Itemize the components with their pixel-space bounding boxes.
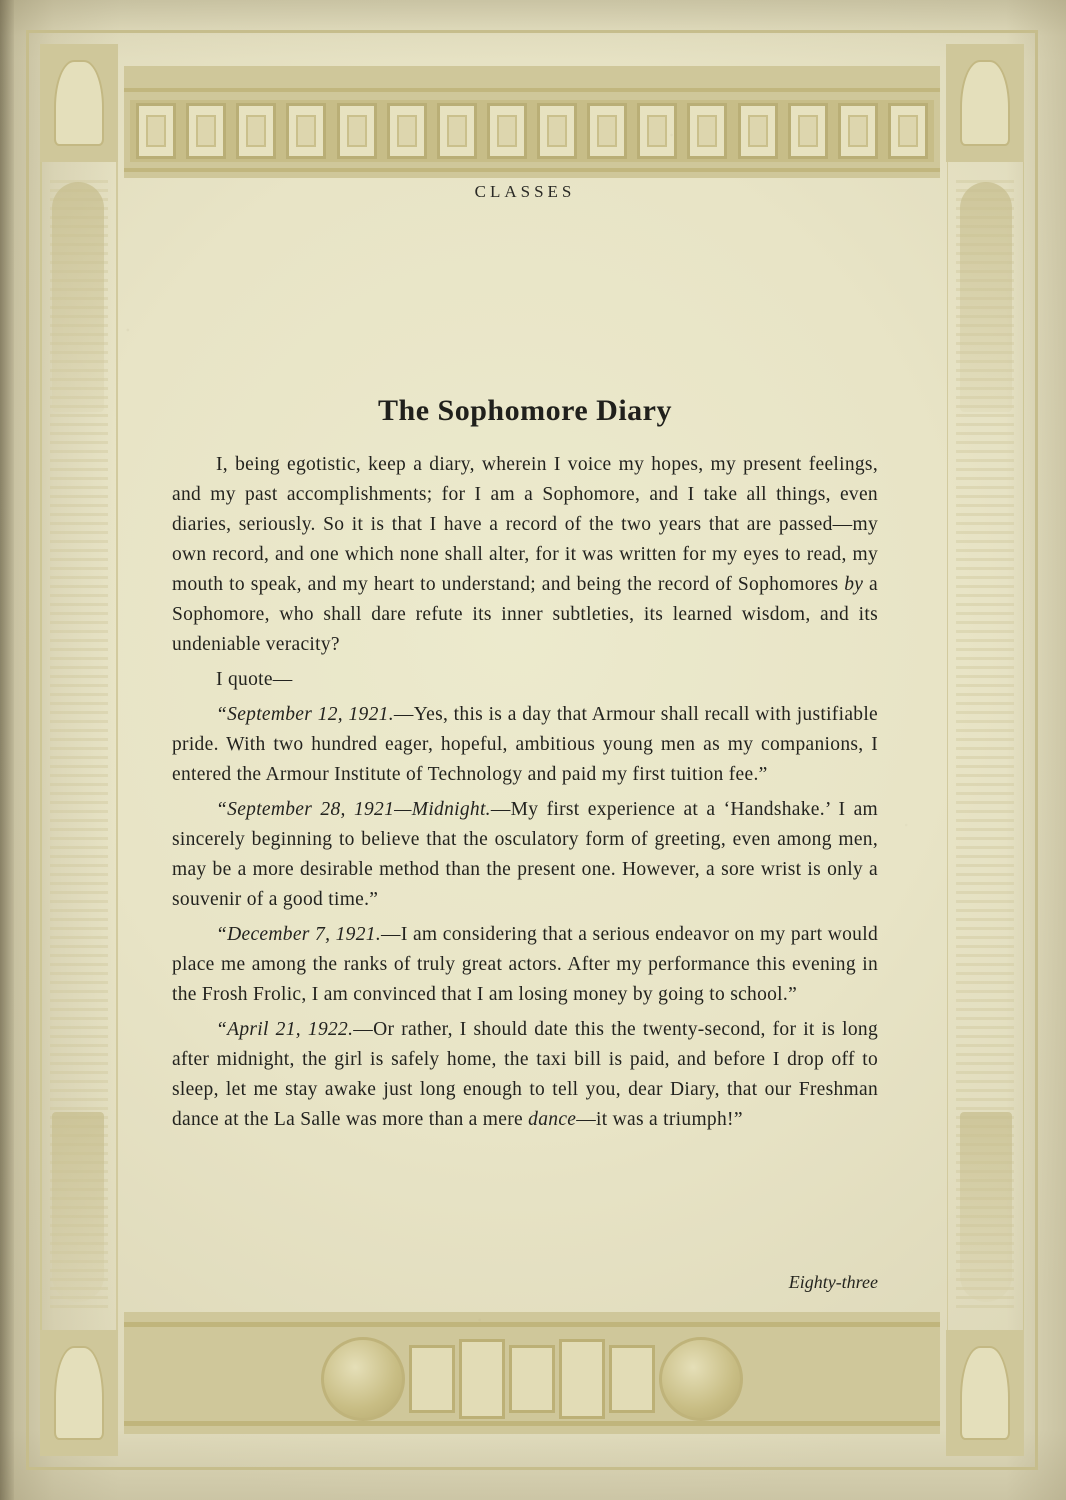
- diary-entry-dateline: “April 21, 1922.: [216, 1019, 354, 1040]
- running-head: CLASSES: [474, 182, 576, 201]
- diary-entry-text: —Or rather, I should date this the twenty-second, for it is long after midnight, the girl is safely home, the taxi bill is paid, and before I drop off to sleep, let me stay awake just long enough to tell you, dear Diary, that our Freshman dance at the La Salle was more than a mere dance—it was a triumph!”: [172, 1019, 879, 1130]
- diary-entry-dateline: “September 28, 1921—Midnight.: [216, 799, 491, 820]
- diary-entry: [172, 1015, 878, 1135]
- emphasis-word: by: [844, 574, 864, 595]
- diary-entry: [172, 920, 878, 1010]
- body-paragraph: I, being egotistic, keep a diary, wherein I voice my hopes, my present feelings, and my past accomplishments; for I am a Sophomore, and I take all things, even diaries, seriously. So it is that I have a record of the two years that are passed—my own record, and one which none shall alter, for it was written for my eyes to read, my mouth to speak, and my heart to understand; and being the record of Sophomores by a Sophomore, who shall dare refute its inner subtleties, its learned wisdom, and its undeniable veracity?: [172, 454, 878, 655]
- diary-body-text: [172, 450, 878, 1135]
- diary-entry: [172, 700, 878, 790]
- diary-entry-dateline: “December 7, 1921.: [216, 924, 382, 945]
- diary-entry-dateline: “September 12, 1921.: [216, 704, 394, 725]
- diary-entry-text: —Yes, this is a day that Armour shall recall with justifiable pride. With two hundred eager, hopeful, ambitious young men as my companions, I entered the Armour Institute of Technology and paid my first tuition fee.”: [172, 704, 878, 785]
- page-folio: Eighty-three: [788, 1272, 878, 1292]
- diary-entry: [172, 795, 878, 915]
- body-paragraph: I quote—: [216, 669, 293, 690]
- diary-entry-text: —I am considering that a serious endeavor on my part would place me among the ranks of truly great actors. After my performance this evening in the Frosh Frolic, I am convinced that I am losing money by going to school.”: [172, 924, 878, 1005]
- diary-entry-text: —My first experience at a ‘Handshake.’ I am sincerely beginning to believe that the osculatory form of greeting, even among men, may be a more desirable method than the present one. However, a sore wrist is only a souvenir of a good time.”: [172, 799, 878, 910]
- page-title: The Sophomore Diary: [378, 394, 672, 427]
- emphasis-word: dance: [528, 1109, 577, 1130]
- page-content: [172, 176, 879, 1292]
